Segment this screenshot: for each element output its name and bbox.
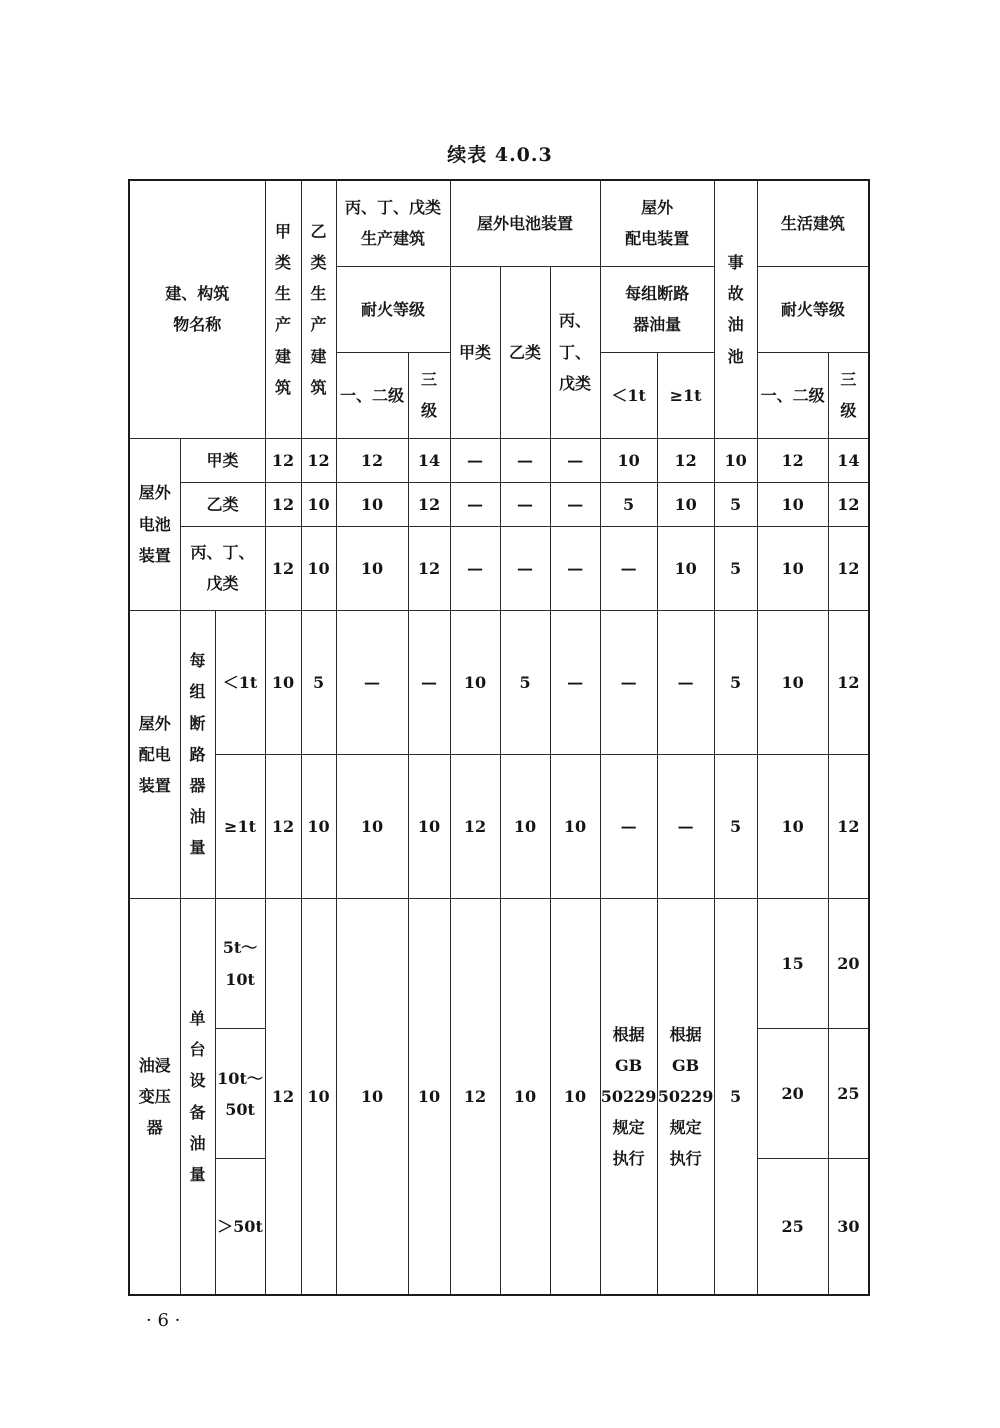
table-cell: 5 [714,482,757,526]
table-cell: 10 [757,526,828,610]
table-cell: — [336,610,408,754]
table-cell: 10 [550,899,600,1295]
table-cell: — [657,754,714,898]
table-cell: — [408,610,450,754]
table-cell: 5 [500,610,550,754]
table-cell: — [600,526,657,610]
page-number: · 6 · [146,1310,181,1331]
table-cell: 12 [828,482,869,526]
table-cell: 10 [301,482,336,526]
table-cell: 12 [828,610,869,754]
table-cell: 20 [828,899,869,1029]
table-cell: — [450,526,500,610]
row-group-outdoor-battery: 屋外 电池 装置 [129,438,180,610]
table-cell: — [550,526,600,610]
header-battery-yi: 乙类 [500,266,550,438]
table-row [129,610,869,754]
table-cell: 10 [408,899,450,1295]
table-cell: — [500,482,550,526]
header-bdw-grade-1-2: 一、二级 [336,352,408,438]
table-row [129,438,869,482]
table-cell: 12 [408,482,450,526]
table-cell: 10 [336,526,408,610]
header-building-name: 建、构筑 物名称 [129,180,265,438]
table-cell: 15 [757,899,828,1029]
row-label: 乙类 [180,482,265,526]
header-bdw-fire-grade: 耐火等级 [336,266,450,352]
table-cell: 10 [301,754,336,898]
table-cell: 12 [408,526,450,610]
row-label: ＞50t [215,1159,265,1295]
table-cell-gb-reference: 根据 GB 50229 规定 执行 [657,899,714,1295]
table-cell: — [600,754,657,898]
table-cell: — [500,526,550,610]
table-cell: 12 [336,438,408,482]
header-civil-fire-grade: 耐火等级 [757,266,869,352]
table-cell-gb-reference: 根据 GB 50229 规定 执行 [600,899,657,1295]
row-subgroup-breaker-oil: 每 组 断 路 器 油 量 [180,610,215,898]
table-cell: 10 [336,899,408,1295]
header-dist-ge1: ≥1t [657,352,714,438]
table-cell: 12 [450,899,500,1295]
row-label: 丙、丁、 戊类 [180,526,265,610]
row-label: 甲类 [180,438,265,482]
row-label: ＜1t [215,610,265,754]
table-cell: 10 [265,610,301,754]
table-cell: 10 [757,754,828,898]
table-cell: 10 [301,899,336,1295]
table-cell: 10 [301,526,336,610]
table-cell: 12 [265,526,301,610]
table-cell: — [450,438,500,482]
table-cell: — [657,610,714,754]
table-cell: 5 [301,610,336,754]
table-cell: 10 [757,482,828,526]
table-cell: — [550,482,600,526]
spacing-table [128,179,870,1296]
row-group-oil-transformer: 油浸 变压 器 [129,899,180,1295]
table-cell: — [500,438,550,482]
table-cell: — [450,482,500,526]
table-cell: — [550,438,600,482]
table-cell: 10 [550,754,600,898]
header-outdoor-battery: 屋外电池装置 [450,180,600,266]
header-yi-production: 乙 类 生 产 建 筑 [301,180,336,438]
header-bdw-production: 丙、丁、戊类 生产建筑 [336,180,450,266]
header-accident-oil-pool: 事 故 油 池 [714,180,757,438]
header-civil-grade-1-2: 一、二级 [757,352,828,438]
table-row [129,526,869,610]
table-cell: 10 [600,438,657,482]
table-cell: — [600,610,657,754]
table-cell: 10 [336,482,408,526]
header-battery-bdw: 丙、 丁、 戊类 [550,266,600,438]
table-cell: 14 [408,438,450,482]
table-cell: — [550,610,600,754]
table-cell: 25 [828,1029,869,1159]
table-cell: 12 [265,438,301,482]
row-label: 10t～ 50t [215,1029,265,1159]
table-row [129,754,869,898]
header-jia-production: 甲 类 生 产 建 筑 [265,180,301,438]
table-cell: 10 [757,610,828,754]
table-cell: 12 [828,526,869,610]
table-cell: 12 [450,754,500,898]
header-battery-jia: 甲类 [450,266,500,438]
table-cell: 12 [265,482,301,526]
table-cell: 10 [336,754,408,898]
table-cell: 12 [757,438,828,482]
header-bdw-grade-3: 三 级 [408,352,450,438]
table-cell: 20 [757,1029,828,1159]
table-cell: 10 [450,610,500,754]
table-cell: 5 [714,610,757,754]
table-cell: 5 [714,754,757,898]
table-cell: 5 [714,526,757,610]
table-cell: 12 [657,438,714,482]
table-cell: 10 [500,754,550,898]
header-outdoor-distribution: 屋外 配电装置 [600,180,714,266]
row-group-outdoor-distribution: 屋外 配电 装置 [129,610,180,898]
table-cell: 12 [828,754,869,898]
table-cell: 30 [828,1159,869,1295]
table-cell: 10 [714,438,757,482]
header-civil-grade-3: 三 级 [828,352,869,438]
table-cell: 12 [301,438,336,482]
row-subgroup-unit-oil: 单 台 设 备 油 量 [180,899,215,1295]
row-label: ≥1t [215,754,265,898]
row-label: 5t～ 10t [215,899,265,1029]
table-cell: 12 [265,754,301,898]
table-title: 续表 4.0.3 [447,144,553,166]
table-row [129,899,869,1029]
table-cell: 14 [828,438,869,482]
table-cell: 25 [757,1159,828,1295]
table-cell: 5 [714,899,757,1295]
table-cell: 12 [265,899,301,1295]
header-civil-building: 生活建筑 [757,180,869,266]
table-cell: 10 [500,899,550,1295]
header-dist-lt1: ＜1t [600,352,657,438]
table-cell: 5 [600,482,657,526]
table-row [129,482,869,526]
table-cell: 10 [657,526,714,610]
header-breaker-oil: 每组断路 器油量 [600,266,714,352]
table-cell: 10 [657,482,714,526]
table-cell: 10 [408,754,450,898]
